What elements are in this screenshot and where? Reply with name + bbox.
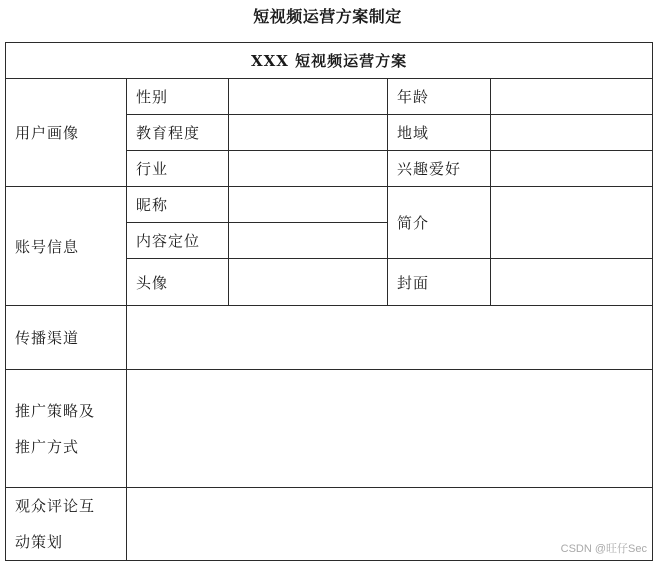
table-row	[6, 488, 653, 561]
interaction-label	[6, 488, 127, 561]
cover-value[interactable]	[491, 259, 653, 306]
nickname-value[interactable]	[229, 187, 388, 223]
bio-label: 简介	[388, 187, 491, 259]
table-header: XXX 短视频运营方案	[6, 43, 653, 79]
page-title: 短视频运营方案制定	[253, 7, 402, 26]
gender-value[interactable]	[229, 79, 388, 115]
cover-label: 封面	[388, 259, 491, 306]
avatar-label: 头像	[127, 259, 229, 306]
age-label: 年龄	[388, 79, 491, 115]
promotion-label-line1: 推广策略及	[15, 401, 96, 420]
region-value[interactable]	[491, 115, 653, 151]
nickname-label: 昵称	[127, 187, 229, 223]
education-value[interactable]	[229, 115, 388, 151]
bio-value[interactable]	[491, 187, 653, 259]
interests-value[interactable]	[491, 151, 653, 187]
interests-label: 兴趣爱好	[388, 151, 491, 187]
interaction-label-line2: 动策划	[15, 533, 64, 551]
distribution-channel-value[interactable]	[127, 306, 653, 370]
watermark: CSDN @旺仔Sec	[560, 543, 647, 555]
industry-value[interactable]	[229, 151, 388, 187]
content-positioning-value[interactable]	[229, 223, 388, 259]
promotion-label-line2: 推广方式	[15, 437, 80, 456]
operation-plan-table	[5, 42, 653, 561]
region-label: 地域	[388, 115, 491, 151]
promotion-value[interactable]	[127, 370, 653, 488]
table-row	[6, 370, 653, 488]
distribution-channel-label: 传播渠道	[6, 306, 127, 370]
interaction-label-line1: 观众评论互	[15, 497, 96, 515]
content-positioning-label: 内容定位	[127, 223, 229, 259]
promotion-label	[6, 370, 127, 488]
account-info-label: 账号信息	[6, 187, 127, 306]
table-row	[6, 79, 653, 115]
gender-label: 性别	[127, 79, 229, 115]
avatar-value[interactable]	[229, 259, 388, 306]
table-row	[6, 306, 653, 370]
age-value[interactable]	[491, 79, 653, 115]
industry-label: 行业	[127, 151, 229, 187]
user-profile-label: 用户画像	[6, 79, 127, 187]
education-label: 教育程度	[127, 115, 229, 151]
table-row	[6, 187, 653, 223]
table-header-row	[6, 43, 653, 79]
